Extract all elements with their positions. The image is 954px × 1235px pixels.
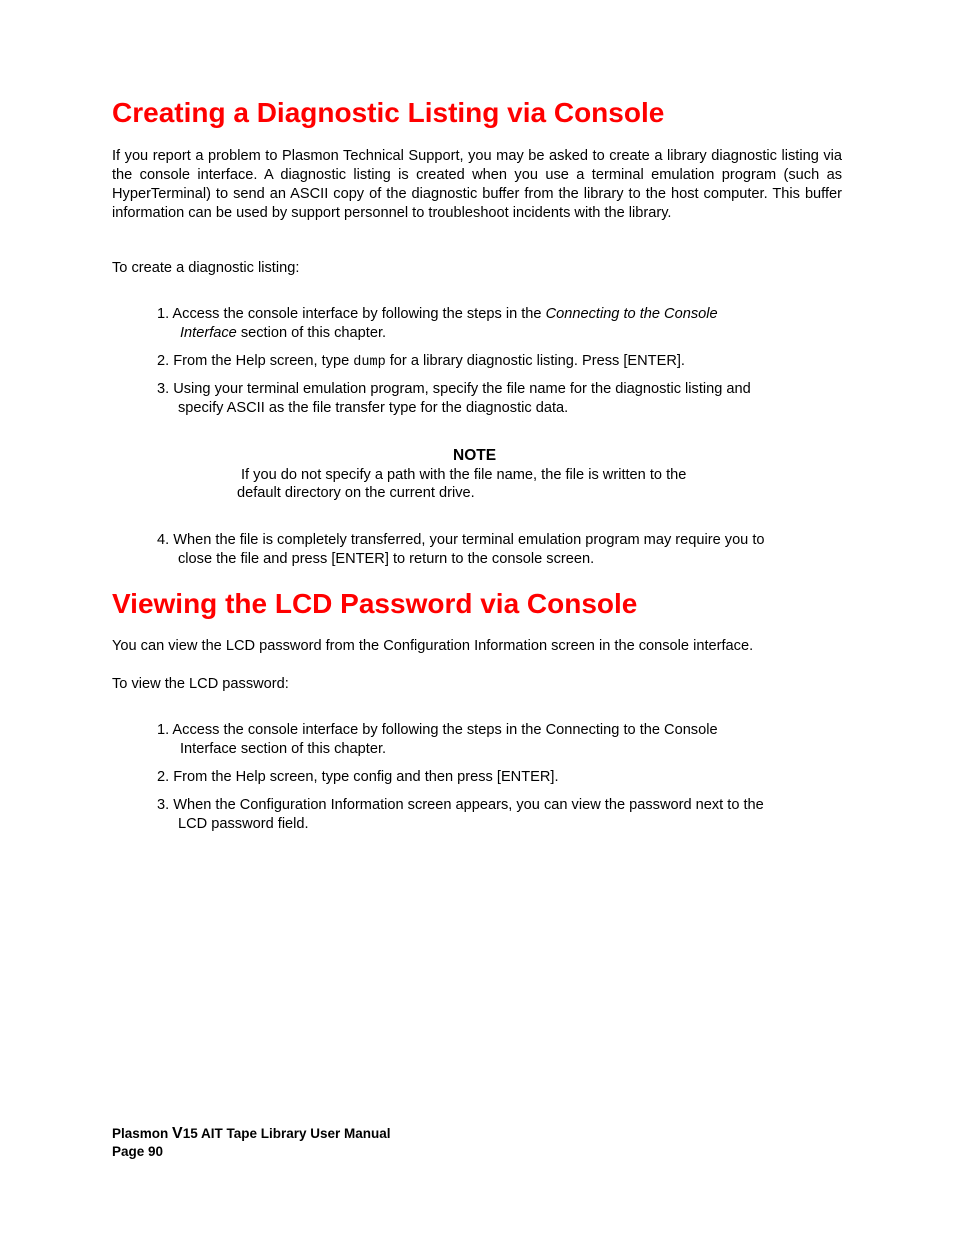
step-text: 1. Access the console interface by following the steps in the xyxy=(157,306,546,322)
step-link-italic: Interface xyxy=(180,325,237,341)
note-text-line-2: default directory on the current drive. xyxy=(237,485,475,501)
lcd-step-3: 3. When the Configuration Information screen appears, you can view the password next to the xyxy=(157,797,764,813)
diagnostic-lead-text: To create a diagnostic listing: xyxy=(112,260,300,276)
diagnostic-step-2 xyxy=(157,352,685,372)
diagnostic-step-3-continued: specify ASCII as the file transfer type for the diagnostic data. xyxy=(178,400,569,416)
lcd-intro-paragraph: You can view the LCD password from the Configuration Information screen in the console interface. xyxy=(112,638,754,654)
section-heading-diagnostic-listing: Creating a Diagnostic Listing via Console xyxy=(112,97,665,128)
step-text: for a library diagnostic listing. Press [ENTER]. xyxy=(385,353,685,369)
footer-v-letter: V xyxy=(172,1125,183,1142)
diagnostic-step-1 xyxy=(157,305,718,324)
step-text: 2. From the Help screen, type xyxy=(157,353,354,369)
note-text-line-1: If you do not specify a path with the file name, the file is written to the xyxy=(241,467,687,483)
section-heading-lcd-password: Viewing the LCD Password via Console xyxy=(112,588,638,619)
diagnostic-intro-paragraph: If you report a problem to Plasmon Technical Support, you may be asked to create a library diagnostic listing via the console interface. A diagnostic listing is created when you use a terminal emulation program (such as HyperTerminal) to send an ASCII copy of the diagnostic buffer from the library to the host computer. This buffer information can be used by support personnel to troubleshoot incidents with the library. xyxy=(112,148,842,221)
footer-manual-title xyxy=(112,1125,391,1143)
footer-page-number: Page 90 xyxy=(112,1144,164,1159)
diagnostic-step-4: 4. When the file is completely transferred, your terminal emulation program may require you to xyxy=(157,532,765,548)
note-title: NOTE xyxy=(453,447,497,464)
footer-text: 15 AIT Tape Library User Manual xyxy=(182,1126,391,1141)
lcd-step-1: 1. Access the console interface by following the steps in the Connecting to the Console xyxy=(157,722,718,738)
lcd-step-1-continued: Interface section of this chapter. xyxy=(180,741,387,757)
lcd-step-2: 2. From the Help screen, type config and then press [ENTER]. xyxy=(157,769,559,785)
footer-text: Plasmon xyxy=(112,1126,173,1141)
dump-command-code: dump xyxy=(353,355,386,370)
diagnostic-step-3: 3. Using your terminal emulation program, specify the file name for the diagnostic listing and xyxy=(157,381,751,397)
step-link-italic: Connecting to the Console xyxy=(545,306,718,322)
step-text: section of this chapter. xyxy=(236,325,387,341)
diagnostic-step-4-continued: close the file and press [ENTER] to return to the console screen. xyxy=(178,551,595,567)
diagnostic-step-1-continued xyxy=(180,324,386,343)
lcd-lead-text: To view the LCD password: xyxy=(112,676,289,692)
lcd-step-3-continued: LCD password field. xyxy=(178,816,309,832)
